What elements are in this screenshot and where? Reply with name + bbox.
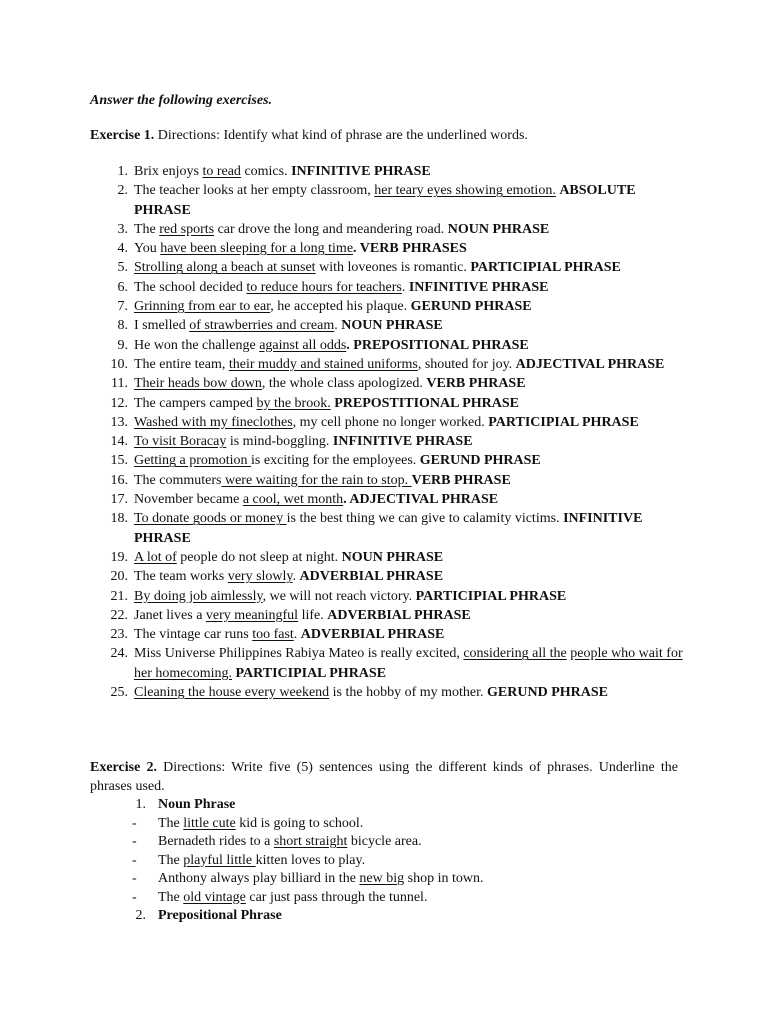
exercise-1-item (108, 587, 688, 606)
answer-label: . PREPOSITIONAL PHRASE (346, 337, 529, 353)
sentence-text: Bernadeth rides to a (158, 834, 274, 849)
exercise-2-label: Exercise 2. (90, 760, 157, 775)
answer-label: ADVERBIAL PHRASE (299, 569, 444, 585)
item-number: 13. (110, 414, 128, 430)
exercise-1-item (108, 432, 688, 451)
exercise-1-directions (90, 128, 528, 144)
answer-label: ADJECTIVAL PHRASE (515, 356, 665, 372)
underlined-phrase: their muddy and stained uniforms (228, 356, 418, 372)
underlined-phrase: A lot of (134, 549, 177, 565)
sentence-text: is the best thing we can give to calamity victims. (286, 511, 564, 527)
underlined-phrase: to reduce hours for teachers (246, 279, 402, 295)
phrase-type-heading (108, 796, 668, 815)
phrase-type-heading (108, 907, 668, 926)
example-sentence (108, 833, 668, 852)
underlined-phrase: her teary eyes showing emotion. (374, 183, 556, 199)
exercise-1-item (108, 490, 688, 509)
item-number: 25. (110, 685, 128, 701)
item-number: 2. (117, 183, 128, 199)
list-marker: - (132, 815, 137, 831)
exercise-1-item (108, 471, 688, 490)
example-sentence (108, 870, 668, 889)
answer-label: GERUND PHRASE (419, 453, 541, 469)
exercise-1-directions-text: Directions: Identify what kind of phrase are the underlined words. (154, 128, 528, 143)
answer-label: NOUN PHRASE (341, 549, 444, 565)
sentence-text: The team works (134, 569, 228, 585)
underlined-phrase: to read (202, 164, 241, 179)
sentence-text: bicycle area. (347, 834, 422, 849)
item-number: 10. (110, 356, 128, 372)
answer-label: GERUND PHRASE (487, 685, 609, 701)
sentence-text: shop in town. (404, 871, 484, 886)
item-number: 20. (110, 569, 128, 585)
answer-label: INFINITIVE PHRASE (332, 434, 473, 450)
item-number: 18. (110, 511, 128, 527)
item-number: 24. (110, 646, 128, 662)
exercise-2-directions-text: Directions: Write five (5) sentences using the different kinds of phrases. Underline the phrases used. (90, 760, 679, 794)
sentence-text: , shouted for joy. (417, 356, 516, 372)
underlined-phrase: very meaningful (205, 607, 299, 623)
sentence-text: I smelled (134, 318, 190, 334)
page-heading: Answer the following exercises. (90, 93, 273, 108)
example-sentence (108, 852, 668, 871)
sentence-text: . (401, 279, 409, 295)
exercise-1-item (108, 374, 688, 393)
exercise-1-item (108, 567, 688, 586)
item-number: 4. (117, 241, 128, 257)
underlined-phrase: little cute (183, 815, 236, 831)
answer-label: VERB PHRASE (426, 376, 526, 392)
underlined-phrase: short straight (273, 834, 348, 849)
exercise-1-item (108, 451, 688, 470)
item-number: 19. (110, 549, 128, 565)
item-number: 16. (110, 472, 128, 488)
underlined-phrase: By doing job aimlessly (134, 588, 263, 604)
sentence-text: is exciting for the employees. (251, 453, 420, 469)
underlined-phrase: people who wait for her homecoming. (134, 646, 683, 681)
item-number: 3. (117, 221, 128, 237)
underlined-phrase: very slowly (227, 569, 293, 585)
sentence-text: The commuters (134, 472, 222, 488)
exercise-1-item (108, 258, 688, 277)
exercise-1-item (108, 316, 688, 335)
item-number: 12. (110, 395, 128, 411)
sentence-text: kitten loves to play. (255, 852, 366, 868)
example-sentence (108, 815, 668, 834)
exercise-1-item (108, 220, 688, 239)
exercise-1-item (108, 355, 688, 374)
list-marker: - (132, 834, 137, 849)
underlined-phrase: against all odds (259, 337, 347, 353)
answer-label: PARTICIPIAL PHRASE (415, 588, 567, 604)
sentence-text: is mind-boggling. (226, 434, 333, 450)
exercise-1-item (108, 644, 688, 683)
item-number: 17. (110, 492, 128, 508)
underlined-phrase: of strawberries and cream (189, 318, 335, 334)
sentence-text: Miss Universe Philippines Rabiya Mateo is really excited, (134, 646, 464, 662)
exercise-2-directions (90, 758, 678, 796)
underlined-phrase: a cool, wet month (242, 492, 344, 508)
item-number: 21. (110, 588, 128, 604)
underlined-phrase: Cleaning the house every weekend (134, 685, 330, 701)
underlined-phrase: Getting a promotion (134, 453, 252, 469)
answer-label: INFINITIVE PHRASE (291, 164, 431, 179)
sentence-text: . (334, 318, 342, 334)
sentence-text: The (158, 852, 184, 868)
item-number: 15. (110, 453, 128, 469)
item-number: 6. (117, 279, 128, 295)
exercise-1-item (108, 162, 688, 181)
exercise-1-item (108, 336, 688, 355)
sentence-text: He won the challenge (134, 337, 260, 353)
list-marker: - (132, 889, 137, 905)
sentence-text: Janet lives a (134, 607, 206, 623)
exercise-1-item (108, 683, 688, 702)
answer-label: Prepositional Phrase (158, 908, 282, 923)
answer-label: INFINITIVE PHRASE (408, 279, 549, 295)
answer-label: . VERB PHRASES (353, 241, 467, 257)
answer-label: PARTICIPIAL PHRASE (470, 260, 621, 276)
exercise-1-item (108, 297, 688, 316)
exercise-1-item (108, 606, 688, 625)
answer-label: ADVERBIAL PHRASE (300, 627, 445, 643)
exercise-1-item (108, 548, 688, 567)
sentence-text: The (158, 889, 184, 905)
sentence-text: , we will not reach victory. (262, 588, 416, 604)
answer-label: VERB PHRASE (411, 472, 511, 488)
sentence-text: car drove the long and meandering road. (214, 221, 448, 237)
exercise-1-item (108, 509, 688, 548)
item-number: 1. (117, 164, 128, 179)
underlined-phrase: new big (359, 871, 405, 886)
underlined-phrase: too fast (252, 627, 294, 643)
underlined-phrase: considering all the (463, 646, 567, 662)
sentence-text: The (134, 221, 160, 237)
sentence-text: . (293, 627, 301, 643)
exercise-1-item (108, 239, 688, 258)
item-number: 9. (117, 337, 128, 353)
list-marker: - (132, 852, 137, 868)
item-number: 11. (111, 376, 128, 392)
exercise-2-list (108, 796, 668, 926)
sentence-text: , the whole class apologized. (261, 376, 427, 392)
answer-label: . ADJECTIVAL PHRASE (343, 492, 499, 508)
exercise-1-label: Exercise 1. (90, 128, 155, 143)
exercise-1-item (108, 413, 688, 432)
underlined-phrase: have been sleeping for a long time (160, 241, 354, 257)
item-number: 14. (110, 434, 128, 450)
sentence-text: November became (134, 492, 243, 508)
answer-label: Noun Phrase (158, 797, 236, 812)
answer-label: PARTICIPIAL PHRASE (488, 414, 639, 430)
sentence-text: , he accepted his plaque. (270, 299, 411, 315)
answer-label: NOUN PHRASE (447, 221, 550, 237)
underlined-phrase: Their heads bow down (134, 376, 262, 392)
underlined-phrase: Washed with my fineclothes (134, 414, 293, 430)
answer-label: INFINITIVE PHRASE (134, 511, 643, 546)
answer-label: ABSOLUTE PHRASE (134, 183, 636, 218)
underlined-phrase: Grinning from ear to ear (134, 299, 271, 315)
sentence-text: , my cell phone no longer worked. (292, 414, 489, 430)
exercise-1-item (108, 181, 688, 220)
example-sentence (108, 889, 668, 908)
sentence-text: Brix enjoys (134, 164, 203, 179)
answer-label: ADVERBIAL PHRASE (327, 607, 471, 623)
item-number: 23. (110, 627, 128, 643)
item-number: 7. (117, 299, 128, 315)
sentence-text: Anthony always play billiard in the (158, 871, 360, 886)
item-number: 8. (117, 318, 128, 334)
answer-label: PREPOSTITIONAL PHRASE (334, 395, 519, 411)
item-number: 22. (110, 607, 128, 623)
exercise-1-item (108, 278, 688, 297)
list-marker: 1. (135, 797, 146, 812)
answer-label: PARTICIPIAL PHRASE (235, 665, 387, 681)
underlined-phrase: old vintage (183, 889, 246, 905)
sentence-text: The entire team, (134, 356, 229, 372)
sentence-text: The vintage car runs (134, 627, 253, 643)
answer-label: GERUND PHRASE (410, 299, 532, 315)
underlined-phrase: Strolling along a beach at sunset (134, 260, 316, 276)
sentence-text: car just pass through the tunnel. (245, 889, 428, 905)
sentence-text: people do not sleep at night. (176, 549, 342, 565)
sentence-text: with loveones is romantic. (315, 260, 471, 276)
underlined-phrase: red sports (159, 221, 215, 237)
underlined-phrase: by the brook. (256, 395, 331, 411)
list-marker: - (132, 871, 137, 886)
sentence-text: . (292, 569, 300, 585)
underlined-phrase: To donate goods or money (134, 511, 287, 527)
answer-label: NOUN PHRASE (341, 318, 443, 334)
list-marker: 2. (135, 908, 146, 923)
exercise-1-item (108, 625, 688, 644)
underlined-phrase: playful little (183, 852, 256, 868)
sentence-text: kid is going to school. (235, 815, 364, 831)
exercise-1-item (108, 394, 688, 413)
underlined-phrase: were waiting for the rain to stop. (221, 472, 412, 488)
sentence-text: comics. (240, 164, 292, 179)
item-number: 5. (117, 260, 128, 276)
sentence-text: life. (298, 607, 328, 623)
sentence-text: The school decided (134, 279, 247, 295)
sentence-text: The campers camped (134, 395, 257, 411)
underlined-phrase: To visit Boracay (134, 434, 227, 450)
sentence-text: The (158, 815, 184, 831)
sentence-text: You (134, 241, 161, 257)
sentence-text: The teacher looks at her empty classroom, (134, 183, 375, 199)
exercise-1-list (108, 162, 688, 702)
sentence-text: is the hobby of my mother. (329, 685, 488, 701)
